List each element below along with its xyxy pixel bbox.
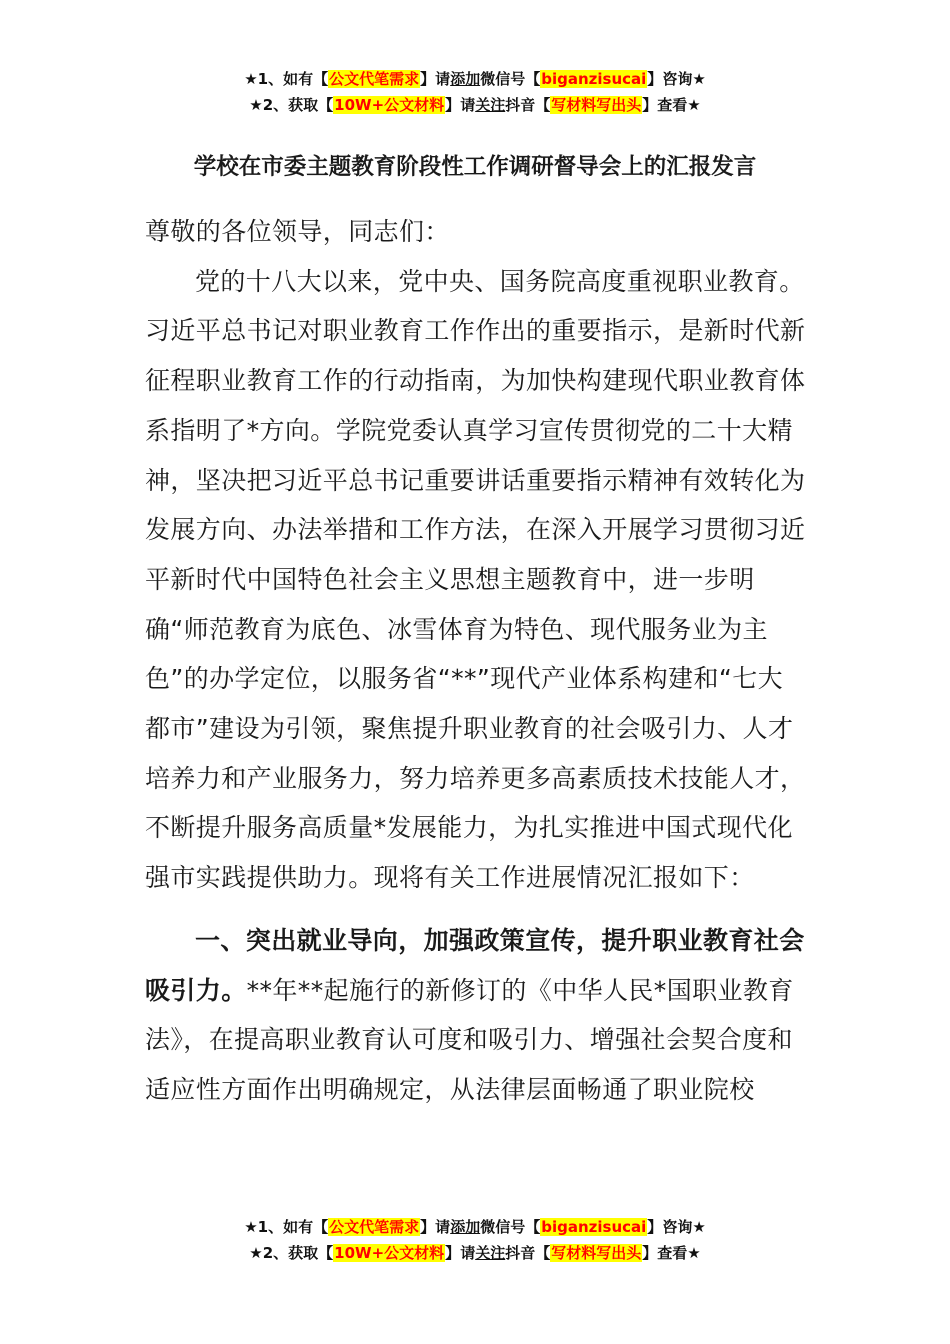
document-body	[145, 207, 807, 1115]
salutation: 尊敬的各位领导，同志们：	[145, 217, 450, 246]
banner-text: 【	[313, 70, 329, 88]
banner-text: 】	[647, 70, 663, 88]
banner-underlined: 关注	[475, 1244, 506, 1262]
banner-text: 请	[460, 1244, 476, 1262]
banner-text: ★1、如有	[244, 1218, 314, 1236]
banner-text: 抖音	[505, 96, 536, 114]
banner-line-2	[0, 92, 950, 118]
section-1	[145, 916, 807, 1115]
banner-text: 【	[318, 1244, 334, 1262]
banner-text: 】	[420, 1218, 436, 1236]
banner-text: 【	[535, 1244, 551, 1262]
banner-text: 咨询★	[662, 1218, 706, 1236]
footer-banner	[0, 1214, 950, 1266]
document-title: 学校在市委主题教育阶段性工作调研督导会上的汇报发言	[193, 154, 757, 180]
banner-text: 【	[313, 1218, 329, 1236]
highlight-materials: 10W+公文材料	[334, 96, 445, 114]
banner-underlined: 添加	[450, 1218, 481, 1236]
highlight-wechat-id: biganzisucai	[541, 70, 647, 88]
paragraph-intro: 党的十八大以来，党中央、国务院高度重视职业教育。习近平总书记对职业教育工作作出的重要指示，是新时代新征程职业教育工作的行动指南，为加快构建现代职业教育体系指明了*方向。学院党委认真学习宣传贯彻党的二十大精神，坚决把习近平总书记重要讲话重要指示精神有效转化为发展方向、办法举措和工作方法，在深入开展学习贯彻习近平新时代中国特色社会主义思想主题教育中，进一步明确“师范教育为底色、冰雪体育为特色、现代服务业为主色”的办学定位，以服务省“**”现代产业体系构建和“七大都市”建设为引领，聚焦提升职业教育的社会吸引力、人才培养力和产业服务力，努力培养更多高素质技术技能人才，不断提升服务高质量*发展能力，为扎实推进中国式现代化强市实践提供助力。现将有关工作进展情况汇报如下：	[145, 266, 806, 893]
banner-text: ★2、获取	[249, 96, 319, 114]
banner-text: 】	[647, 1218, 663, 1236]
highlight-materials: 10W+公文材料	[334, 1244, 445, 1262]
section-1-heading: 一、突出就业导向，加强政策宣传，提升职业教育社会吸引力。	[145, 925, 805, 1005]
banner-text: 微信号	[480, 70, 526, 88]
banner-text: 】	[642, 1244, 658, 1262]
banner-text: 请	[435, 70, 451, 88]
banner-line-2	[0, 1240, 950, 1266]
banner-text: 微信号	[480, 1218, 526, 1236]
banner-line-1	[0, 66, 950, 92]
banner-underlined: 添加	[450, 70, 481, 88]
banner-text: 请	[460, 96, 476, 114]
banner-text: 】	[445, 1244, 461, 1262]
banner-text: 】	[445, 96, 461, 114]
banner-text: 】	[642, 96, 658, 114]
highlight-douyin-id: 写材料写出头	[551, 1244, 642, 1262]
banner-text: 抖音	[505, 1244, 536, 1262]
banner-line-1	[0, 1214, 950, 1240]
banner-text: 【	[525, 70, 541, 88]
banner-text: 请	[435, 1218, 451, 1236]
banner-text: ★1、如有	[244, 70, 314, 88]
banner-text: ★2、获取	[249, 1244, 319, 1262]
highlight-service: 公文代笔需求	[329, 70, 420, 88]
banner-text: 【	[318, 96, 334, 114]
highlight-wechat-id: biganzisucai	[541, 1218, 647, 1236]
highlight-douyin-id: 写材料写出头	[551, 96, 642, 114]
banner-text: 】	[420, 70, 436, 88]
section-1-text: **年**起施行的新修订的《中华人民*国职业教育法》，在提高职业教育认可度和吸引力、增强社会契合度和适应性方面作出明确规定，从法律层面畅通了职业院校	[145, 975, 794, 1104]
banner-text: 咨询★	[662, 70, 706, 88]
highlight-service: 公文代笔需求	[329, 1218, 420, 1236]
banner-underlined: 关注	[475, 96, 506, 114]
header-banner	[0, 66, 950, 118]
banner-text: 【	[535, 96, 551, 114]
banner-text: 查看★	[657, 96, 701, 114]
banner-text: 【	[525, 1218, 541, 1236]
banner-text: 查看★	[657, 1244, 701, 1262]
